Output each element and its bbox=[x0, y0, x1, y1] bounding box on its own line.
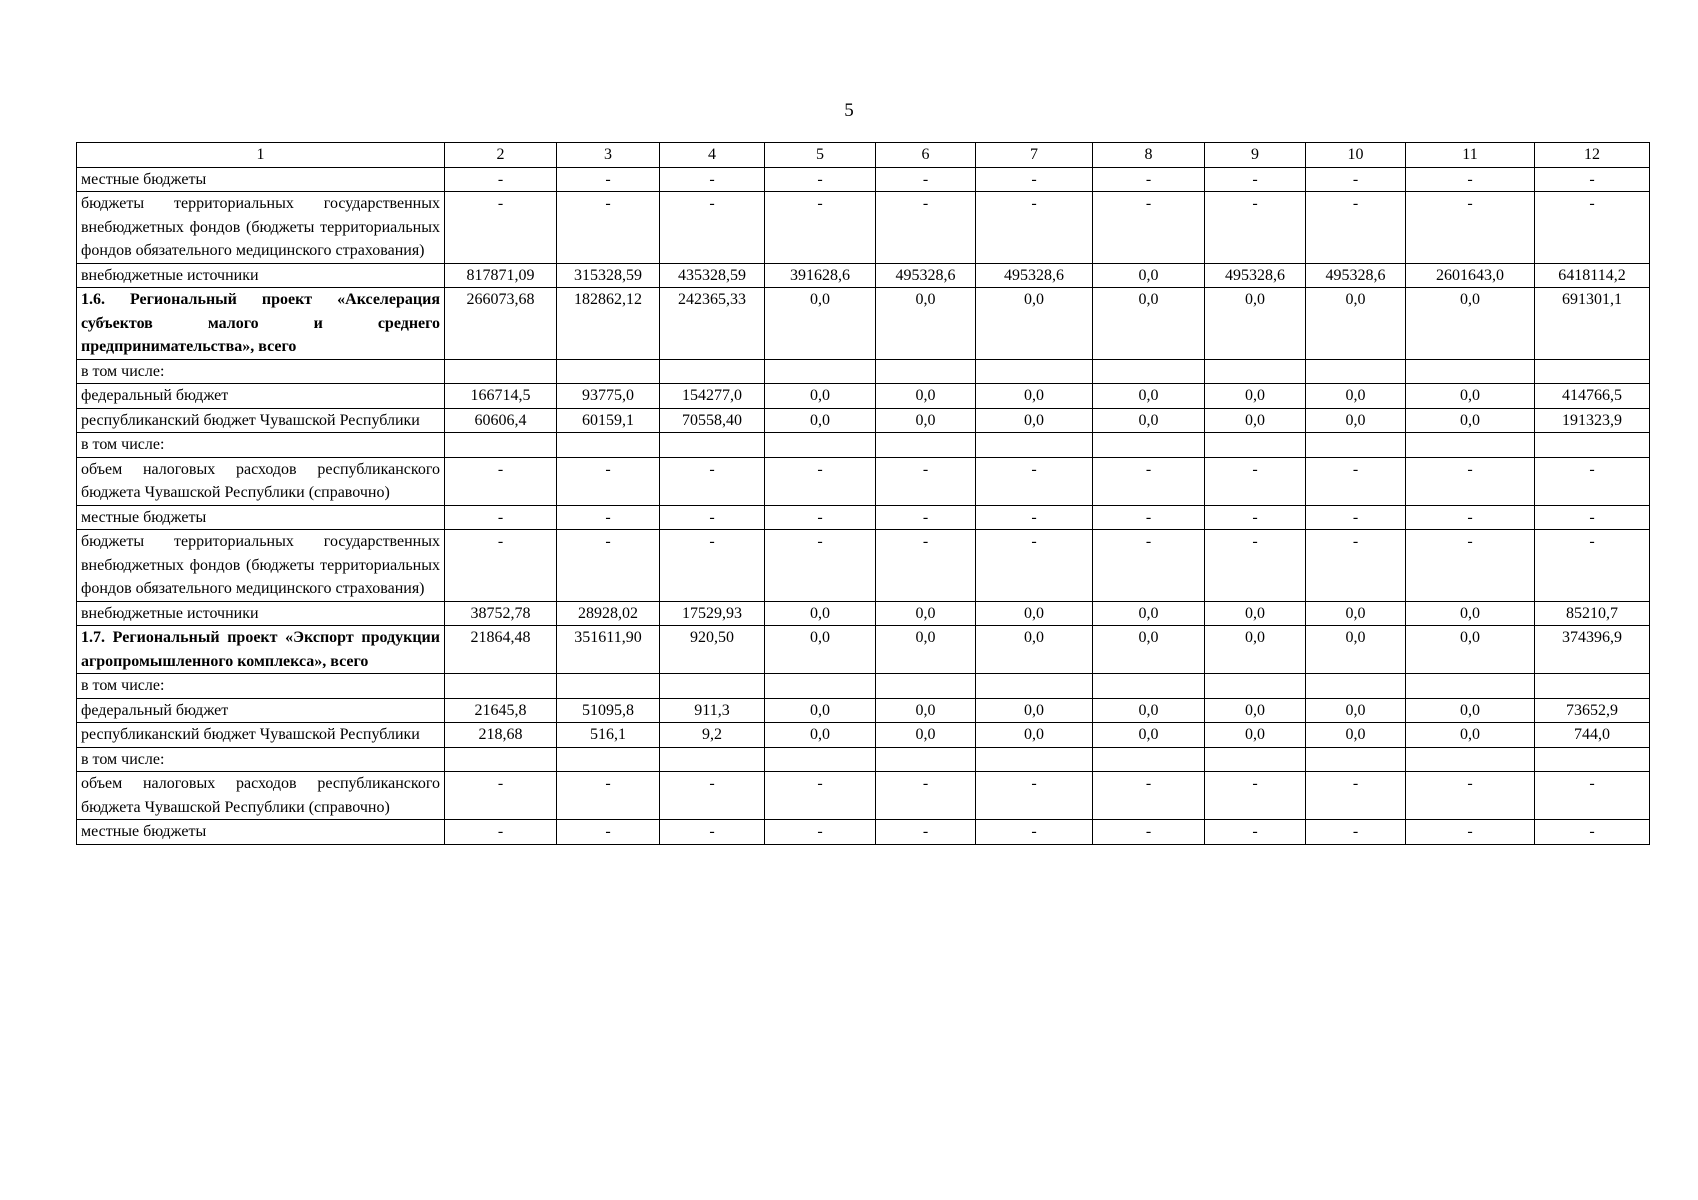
value-cell: - bbox=[1306, 530, 1406, 602]
value-cell bbox=[876, 359, 976, 384]
value-cell: - bbox=[445, 820, 557, 845]
value-cell bbox=[1205, 359, 1306, 384]
value-cell: 218,68 bbox=[445, 723, 557, 748]
value-cell: - bbox=[1535, 167, 1650, 192]
table-row bbox=[77, 263, 1650, 288]
row-label: бюджеты территориальных государственных внебюджетных фондов (бюджеты территориальных фондов обязательного медицинского страхования) bbox=[77, 530, 445, 602]
value-cell bbox=[976, 359, 1093, 384]
value-cell: 93775,0 bbox=[557, 384, 660, 409]
value-cell: - bbox=[557, 772, 660, 820]
row-label: федеральный бюджет bbox=[77, 698, 445, 723]
value-cell: 0,0 bbox=[876, 384, 976, 409]
table-row bbox=[77, 384, 1650, 409]
value-cell: - bbox=[557, 530, 660, 602]
row-label: 1.6. Региональный проект «Акселерация субъектов малого и среднего предпринимательства», всего bbox=[77, 288, 445, 360]
value-cell: 0,0 bbox=[876, 408, 976, 433]
value-cell: 0,0 bbox=[1306, 601, 1406, 626]
value-cell: - bbox=[445, 167, 557, 192]
value-cell bbox=[1093, 747, 1205, 772]
row-label: объем налоговых расходов республиканского бюджета Чувашской Республики (справочно) bbox=[77, 772, 445, 820]
value-cell: 0,0 bbox=[765, 723, 876, 748]
value-cell: 691301,1 bbox=[1535, 288, 1650, 360]
value-cell: - bbox=[1535, 192, 1650, 264]
value-cell: 60159,1 bbox=[557, 408, 660, 433]
value-cell: - bbox=[1306, 820, 1406, 845]
column-number-cell: 6 bbox=[876, 143, 976, 168]
value-cell: 0,0 bbox=[1093, 288, 1205, 360]
column-number-cell: 9 bbox=[1205, 143, 1306, 168]
value-cell: - bbox=[1093, 192, 1205, 264]
value-cell: - bbox=[1205, 505, 1306, 530]
value-cell: - bbox=[1205, 167, 1306, 192]
value-cell: - bbox=[660, 192, 765, 264]
value-cell bbox=[1205, 433, 1306, 458]
value-cell: - bbox=[765, 772, 876, 820]
value-cell: - bbox=[660, 820, 765, 845]
value-cell: 17529,93 bbox=[660, 601, 765, 626]
value-cell: 0,0 bbox=[976, 408, 1093, 433]
value-cell: 920,50 bbox=[660, 626, 765, 674]
value-cell bbox=[1406, 433, 1535, 458]
value-cell bbox=[445, 674, 557, 699]
value-cell: 266073,68 bbox=[445, 288, 557, 360]
value-cell: 0,0 bbox=[876, 626, 976, 674]
value-cell: 495328,6 bbox=[876, 263, 976, 288]
value-cell: - bbox=[765, 530, 876, 602]
value-cell: 744,0 bbox=[1535, 723, 1650, 748]
column-number-cell: 11 bbox=[1406, 143, 1535, 168]
value-cell: 0,0 bbox=[1205, 723, 1306, 748]
table-row bbox=[77, 192, 1650, 264]
row-label: местные бюджеты bbox=[77, 505, 445, 530]
value-cell bbox=[1306, 747, 1406, 772]
value-cell bbox=[660, 747, 765, 772]
value-cell: 70558,40 bbox=[660, 408, 765, 433]
value-cell: - bbox=[1406, 167, 1535, 192]
table-row bbox=[77, 674, 1650, 699]
project-total-row bbox=[77, 626, 1650, 674]
value-cell: - bbox=[765, 505, 876, 530]
value-cell: - bbox=[1535, 457, 1650, 505]
value-cell: - bbox=[660, 505, 765, 530]
value-cell: - bbox=[1306, 167, 1406, 192]
value-cell: 0,0 bbox=[1406, 698, 1535, 723]
value-cell: 0,0 bbox=[976, 723, 1093, 748]
value-cell: - bbox=[445, 530, 557, 602]
value-cell: - bbox=[1093, 820, 1205, 845]
value-cell: 85210,7 bbox=[1535, 601, 1650, 626]
value-cell bbox=[1306, 433, 1406, 458]
value-cell: 0,0 bbox=[1306, 384, 1406, 409]
value-cell: - bbox=[976, 457, 1093, 505]
row-label: 1.7. Региональный проект «Экспорт продукции агропромышленного комплекса», всего bbox=[77, 626, 445, 674]
value-cell: 0,0 bbox=[976, 601, 1093, 626]
table-row bbox=[77, 530, 1650, 602]
value-cell: 0,0 bbox=[1093, 263, 1205, 288]
value-cell: - bbox=[557, 505, 660, 530]
value-cell: - bbox=[1205, 192, 1306, 264]
value-cell: - bbox=[1406, 192, 1535, 264]
value-cell bbox=[557, 674, 660, 699]
value-cell bbox=[445, 433, 557, 458]
value-cell bbox=[765, 359, 876, 384]
value-cell: 0,0 bbox=[1406, 408, 1535, 433]
column-number-cell: 10 bbox=[1306, 143, 1406, 168]
value-cell: - bbox=[1406, 530, 1535, 602]
value-cell: 191323,9 bbox=[1535, 408, 1650, 433]
value-cell: 0,0 bbox=[1205, 626, 1306, 674]
value-cell: 0,0 bbox=[1306, 698, 1406, 723]
value-cell: 0,0 bbox=[876, 288, 976, 360]
value-cell: 6418114,2 bbox=[1535, 263, 1650, 288]
value-cell bbox=[660, 433, 765, 458]
column-number-cell: 4 bbox=[660, 143, 765, 168]
value-cell: 9,2 bbox=[660, 723, 765, 748]
value-cell: - bbox=[876, 167, 976, 192]
value-cell: 0,0 bbox=[765, 408, 876, 433]
value-cell: 351611,90 bbox=[557, 626, 660, 674]
value-cell: 0,0 bbox=[876, 601, 976, 626]
table-row bbox=[77, 359, 1650, 384]
value-cell: - bbox=[876, 530, 976, 602]
value-cell: 391628,6 bbox=[765, 263, 876, 288]
value-cell bbox=[876, 674, 976, 699]
table-row bbox=[77, 772, 1650, 820]
value-cell: - bbox=[976, 820, 1093, 845]
value-cell: - bbox=[1205, 530, 1306, 602]
value-cell bbox=[1306, 359, 1406, 384]
value-cell: 0,0 bbox=[1093, 384, 1205, 409]
value-cell: 21645,8 bbox=[445, 698, 557, 723]
value-cell: 2601643,0 bbox=[1406, 263, 1535, 288]
value-cell bbox=[1306, 674, 1406, 699]
row-label: в том числе: bbox=[77, 433, 445, 458]
value-cell: 0,0 bbox=[1093, 626, 1205, 674]
value-cell: 0,0 bbox=[1205, 698, 1306, 723]
value-cell bbox=[1535, 359, 1650, 384]
value-cell: - bbox=[876, 505, 976, 530]
value-cell: - bbox=[1406, 820, 1535, 845]
value-cell: 495328,6 bbox=[1205, 263, 1306, 288]
value-cell: - bbox=[1535, 505, 1650, 530]
value-cell: - bbox=[1093, 530, 1205, 602]
value-cell: 0,0 bbox=[1406, 626, 1535, 674]
value-cell: 0,0 bbox=[1093, 408, 1205, 433]
value-cell: - bbox=[765, 167, 876, 192]
table-row bbox=[77, 505, 1650, 530]
value-cell: - bbox=[445, 772, 557, 820]
value-cell: - bbox=[1093, 167, 1205, 192]
value-cell: 911,3 bbox=[660, 698, 765, 723]
value-cell: 435328,59 bbox=[660, 263, 765, 288]
value-cell: - bbox=[876, 820, 976, 845]
table-body bbox=[77, 143, 1650, 845]
value-cell: - bbox=[1205, 457, 1306, 505]
column-number-cell: 5 bbox=[765, 143, 876, 168]
value-cell: 315328,59 bbox=[557, 263, 660, 288]
value-cell: - bbox=[876, 192, 976, 264]
budget-table bbox=[76, 142, 1650, 845]
value-cell: - bbox=[445, 457, 557, 505]
value-cell bbox=[557, 747, 660, 772]
value-cell bbox=[1205, 674, 1306, 699]
row-label: в том числе: bbox=[77, 674, 445, 699]
value-cell: 0,0 bbox=[1406, 723, 1535, 748]
value-cell bbox=[1205, 747, 1306, 772]
row-label: местные бюджеты bbox=[77, 820, 445, 845]
value-cell: - bbox=[976, 772, 1093, 820]
table-row bbox=[77, 167, 1650, 192]
value-cell: 516,1 bbox=[557, 723, 660, 748]
value-cell bbox=[876, 747, 976, 772]
value-cell: 0,0 bbox=[976, 698, 1093, 723]
value-cell: - bbox=[765, 820, 876, 845]
value-cell: 0,0 bbox=[876, 698, 976, 723]
value-cell bbox=[660, 359, 765, 384]
value-cell: - bbox=[660, 530, 765, 602]
value-cell: - bbox=[876, 457, 976, 505]
value-cell: 0,0 bbox=[1306, 408, 1406, 433]
value-cell: 0,0 bbox=[765, 384, 876, 409]
value-cell: - bbox=[976, 530, 1093, 602]
value-cell: 0,0 bbox=[1093, 601, 1205, 626]
value-cell: - bbox=[1406, 505, 1535, 530]
row-label: бюджеты территориальных государственных внебюджетных фондов (бюджеты территориальных фондов обязательного медицинского страхования) bbox=[77, 192, 445, 264]
value-cell bbox=[557, 359, 660, 384]
row-label: местные бюджеты bbox=[77, 167, 445, 192]
value-cell: 0,0 bbox=[1406, 601, 1535, 626]
value-cell: - bbox=[557, 192, 660, 264]
row-label: республиканский бюджет Чувашской Республики bbox=[77, 723, 445, 748]
value-cell: 182862,12 bbox=[557, 288, 660, 360]
value-cell: 38752,78 bbox=[445, 601, 557, 626]
row-label: объем налоговых расходов республиканского бюджета Чувашской Республики (справочно) bbox=[77, 457, 445, 505]
value-cell: - bbox=[660, 457, 765, 505]
value-cell: 0,0 bbox=[1205, 601, 1306, 626]
value-cell: 0,0 bbox=[1205, 384, 1306, 409]
value-cell: - bbox=[1093, 772, 1205, 820]
value-cell: - bbox=[1205, 820, 1306, 845]
value-cell bbox=[1093, 433, 1205, 458]
value-cell bbox=[1406, 674, 1535, 699]
value-cell bbox=[1535, 747, 1650, 772]
row-label: федеральный бюджет bbox=[77, 384, 445, 409]
value-cell: 21864,48 bbox=[445, 626, 557, 674]
value-cell bbox=[1535, 433, 1650, 458]
value-cell: - bbox=[876, 772, 976, 820]
table-row bbox=[77, 820, 1650, 845]
value-cell: 0,0 bbox=[1406, 288, 1535, 360]
column-number-row bbox=[77, 143, 1650, 168]
value-cell bbox=[660, 674, 765, 699]
value-cell: - bbox=[1093, 505, 1205, 530]
column-number-cell: 3 bbox=[557, 143, 660, 168]
value-cell: - bbox=[1306, 457, 1406, 505]
value-cell: 0,0 bbox=[976, 626, 1093, 674]
value-cell: - bbox=[1306, 772, 1406, 820]
page-number: 5 bbox=[844, 100, 854, 121]
table-row bbox=[77, 601, 1650, 626]
value-cell: 374396,9 bbox=[1535, 626, 1650, 674]
value-cell: - bbox=[660, 772, 765, 820]
value-cell: - bbox=[1535, 820, 1650, 845]
value-cell: 154277,0 bbox=[660, 384, 765, 409]
column-number-cell: 1 bbox=[77, 143, 445, 168]
value-cell: - bbox=[557, 820, 660, 845]
row-label: в том числе: bbox=[77, 359, 445, 384]
value-cell: - bbox=[1535, 530, 1650, 602]
value-cell bbox=[1406, 747, 1535, 772]
value-cell: - bbox=[976, 167, 1093, 192]
value-cell bbox=[976, 674, 1093, 699]
value-cell: - bbox=[1406, 457, 1535, 505]
value-cell: - bbox=[557, 167, 660, 192]
value-cell: 0,0 bbox=[1306, 723, 1406, 748]
value-cell: 0,0 bbox=[1406, 384, 1535, 409]
value-cell bbox=[445, 747, 557, 772]
table-row bbox=[77, 433, 1650, 458]
value-cell: - bbox=[765, 457, 876, 505]
value-cell bbox=[445, 359, 557, 384]
value-cell: - bbox=[1093, 457, 1205, 505]
column-number-cell: 8 bbox=[1093, 143, 1205, 168]
value-cell: 0,0 bbox=[1093, 723, 1205, 748]
value-cell: 28928,02 bbox=[557, 601, 660, 626]
value-cell: - bbox=[660, 167, 765, 192]
value-cell: 0,0 bbox=[976, 288, 1093, 360]
table-row bbox=[77, 698, 1650, 723]
value-cell: - bbox=[1306, 192, 1406, 264]
value-cell: - bbox=[1306, 505, 1406, 530]
value-cell: 0,0 bbox=[765, 626, 876, 674]
value-cell: 0,0 bbox=[1205, 408, 1306, 433]
value-cell: - bbox=[1406, 772, 1535, 820]
value-cell: 495328,6 bbox=[1306, 263, 1406, 288]
table-row bbox=[77, 457, 1650, 505]
value-cell: - bbox=[1205, 772, 1306, 820]
table-row bbox=[77, 723, 1650, 748]
column-number-cell: 2 bbox=[445, 143, 557, 168]
value-cell bbox=[976, 747, 1093, 772]
column-number-cell: 7 bbox=[976, 143, 1093, 168]
value-cell: 60606,4 bbox=[445, 408, 557, 433]
table-row bbox=[77, 747, 1650, 772]
value-cell: 0,0 bbox=[976, 384, 1093, 409]
value-cell bbox=[1093, 674, 1205, 699]
value-cell bbox=[1406, 359, 1535, 384]
value-cell: 166714,5 bbox=[445, 384, 557, 409]
value-cell: 0,0 bbox=[1093, 698, 1205, 723]
value-cell bbox=[765, 433, 876, 458]
table-row bbox=[77, 408, 1650, 433]
row-label: внебюджетные источники bbox=[77, 601, 445, 626]
value-cell: - bbox=[765, 192, 876, 264]
value-cell: 817871,09 bbox=[445, 263, 557, 288]
value-cell bbox=[976, 433, 1093, 458]
value-cell bbox=[557, 433, 660, 458]
value-cell: 242365,33 bbox=[660, 288, 765, 360]
value-cell: 0,0 bbox=[1306, 288, 1406, 360]
value-cell: 0,0 bbox=[876, 723, 976, 748]
value-cell: 0,0 bbox=[765, 698, 876, 723]
value-cell: 51095,8 bbox=[557, 698, 660, 723]
row-label: в том числе: bbox=[77, 747, 445, 772]
value-cell bbox=[1093, 359, 1205, 384]
value-cell: 0,0 bbox=[765, 601, 876, 626]
value-cell: - bbox=[976, 192, 1093, 264]
value-cell: - bbox=[445, 192, 557, 264]
value-cell: - bbox=[445, 505, 557, 530]
value-cell bbox=[876, 433, 976, 458]
value-cell: - bbox=[557, 457, 660, 505]
value-cell: 495328,6 bbox=[976, 263, 1093, 288]
value-cell: 414766,5 bbox=[1535, 384, 1650, 409]
value-cell: - bbox=[1535, 772, 1650, 820]
column-number-cell: 12 bbox=[1535, 143, 1650, 168]
value-cell: 73652,9 bbox=[1535, 698, 1650, 723]
value-cell: 0,0 bbox=[1306, 626, 1406, 674]
project-total-row bbox=[77, 288, 1650, 360]
value-cell: 0,0 bbox=[1205, 288, 1306, 360]
value-cell bbox=[1535, 674, 1650, 699]
value-cell bbox=[765, 747, 876, 772]
value-cell bbox=[765, 674, 876, 699]
row-label: внебюджетные источники bbox=[77, 263, 445, 288]
value-cell: 0,0 bbox=[765, 288, 876, 360]
row-label: республиканский бюджет Чувашской Республики bbox=[77, 408, 445, 433]
value-cell: - bbox=[976, 505, 1093, 530]
